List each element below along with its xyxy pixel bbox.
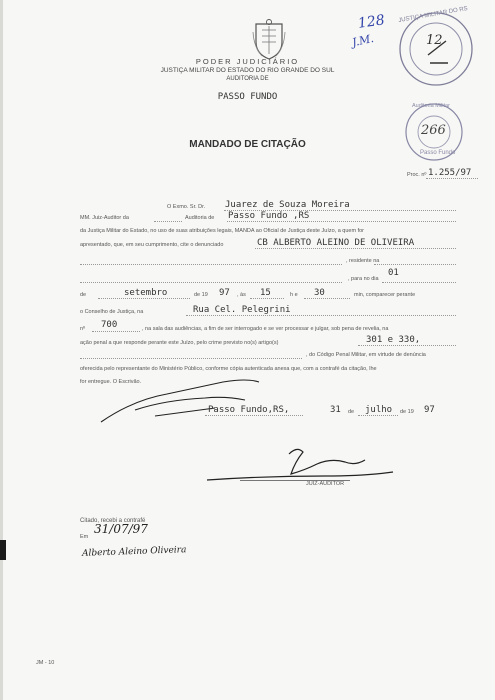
em-label: Em bbox=[80, 534, 89, 540]
day-value: 01 bbox=[388, 268, 399, 278]
header-court: JUSTIÇA MILITAR DO ESTADO DO RIO GRANDE DO SUL bbox=[160, 67, 335, 74]
min-comparecer-label: min, comparecer perante bbox=[354, 292, 416, 298]
paragraph-line-7: for entregue. O Escrivão. bbox=[80, 379, 142, 385]
handwritten-note-initials: J.M. bbox=[350, 31, 375, 50]
auditoria-label: Auditoria de bbox=[185, 215, 215, 221]
page-stamp-number: 266 bbox=[421, 123, 446, 138]
de-label-1: de bbox=[80, 292, 87, 298]
minute-value: 30 bbox=[314, 288, 325, 298]
street-value: Rua Cel. Pelegrini bbox=[193, 305, 291, 315]
exmo-label: O Exmo. Sr. Dr. bbox=[167, 204, 206, 210]
closing-de-19: de 19 bbox=[400, 409, 414, 415]
page-stamp-place: Passo Fundo bbox=[420, 150, 456, 156]
juiz-label: MM. Juiz-Auditor da bbox=[80, 215, 129, 221]
issue-month: julho bbox=[365, 405, 393, 415]
as-label: , às bbox=[237, 292, 246, 298]
hour-value: 15 bbox=[260, 288, 271, 298]
issue-city: Passo Fundo,RS, bbox=[208, 405, 290, 415]
conselho-label: o Conselho de Justiça, na bbox=[80, 309, 144, 315]
residente-label: , residente na bbox=[346, 258, 380, 264]
articles-value: 301 e 330, bbox=[366, 335, 421, 345]
handwritten-note-number: 128 bbox=[357, 12, 386, 32]
auditoria-city: Passo Fundo ,RS bbox=[228, 211, 310, 221]
paragraph-line-3: , na sala das audiências, a fim de ser interrogado e se ver processar e julgar, sob pena de revelia, na bbox=[142, 326, 389, 332]
clerk-signature bbox=[95, 370, 265, 430]
court-stamp-number: 12 bbox=[426, 33, 443, 48]
h-e-label: h e bbox=[290, 292, 298, 298]
scan-edge-mark bbox=[0, 540, 6, 560]
de-19-label: de 19 bbox=[194, 292, 208, 298]
month-value: setembro bbox=[124, 288, 168, 298]
closing-de-1: de bbox=[348, 409, 355, 415]
paragraph-line-5: , do Código Penal Militar, em virtude de denúncia bbox=[306, 352, 426, 358]
judge-label: JUIZ-AUDITOR bbox=[306, 481, 345, 487]
recipient-name: Juarez de Souza Moreira bbox=[225, 200, 350, 210]
header-city: PASSO FUNDO bbox=[217, 92, 278, 102]
judge-signature bbox=[205, 440, 395, 492]
page-stamp-text: Auditoria Militar bbox=[412, 103, 450, 109]
numero-label: nº bbox=[80, 326, 86, 332]
proc-number: 1.255/97 bbox=[428, 168, 472, 178]
paragraph-line-1: da Justiça Militar do Estado, no uso de suas atribuições legais, MANDA ao Oficial de Justiça deste Juízo, a quem for bbox=[80, 228, 365, 234]
coat-of-arms-emblem bbox=[252, 18, 286, 60]
number-value: 700 bbox=[101, 320, 118, 330]
para-dia-label: , para no dia bbox=[348, 276, 379, 282]
header-power: PODER JUDICIÁRIO bbox=[195, 57, 300, 66]
paragraph-line-4: ação penal a que responde perante este Juízo, pelo crime previsto no(s) artigo(s) bbox=[80, 340, 279, 346]
citado-label: Citado, recebi a contrafé bbox=[80, 518, 146, 524]
issue-day: 31 bbox=[330, 405, 341, 415]
receipt-signature: Alberto Aleino Oliveira bbox=[81, 545, 187, 559]
year-value: 97 bbox=[219, 288, 230, 298]
proc-label: Proc. nº bbox=[407, 172, 427, 178]
scan-left-edge bbox=[0, 0, 3, 700]
receipt-date: 31/07/97 bbox=[94, 522, 148, 536]
paragraph-line-2: apresentado, que, em seu cumprimento, cite o denunciado bbox=[80, 242, 224, 248]
court-stamp-text: JUSTIÇA MILITAR DO RS bbox=[398, 5, 469, 25]
issue-year: 97 bbox=[424, 405, 435, 415]
defendant-name: CB ALBERTO ALEINO DE OLIVEIRA bbox=[257, 238, 415, 248]
paragraph-line-6: oferecida pelo representante do Ministério Público, conforme cópia autenticada anexa que, com a contrafé da citação, lhe bbox=[80, 366, 377, 372]
form-code: JM - 10 bbox=[36, 660, 55, 666]
header-auditoria: AUDITORIA DE bbox=[226, 76, 269, 82]
document-title: MANDADO DE CITAÇÃO bbox=[189, 139, 306, 150]
